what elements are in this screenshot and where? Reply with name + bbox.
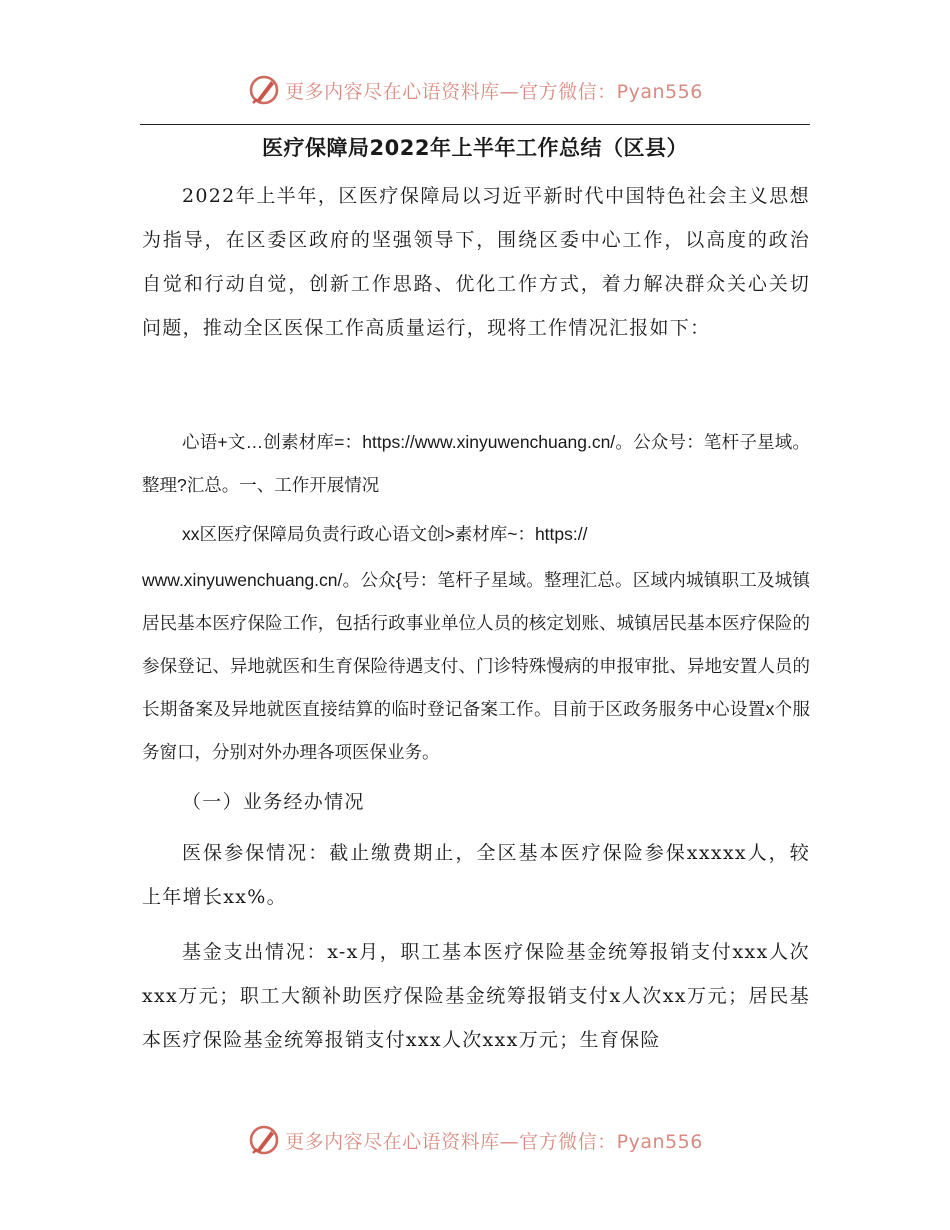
header-divider bbox=[140, 124, 810, 125]
paragraph-source-note: 心语+文…创素材库=：https://www.xinyuwenchuang.cn/。公众号：笔杆子星域。整理?汇总。一、工作开展情况 bbox=[142, 432, 810, 495]
footer-banner bbox=[0, 1118, 950, 1162]
paragraph-bureau-duties-line1: xx区医疗保障局负责行政心语文创>素材库~：https:// bbox=[182, 524, 588, 544]
intro-paragraph: 2022年上半年，区医疗保障局以习近平新时代中国特色社会主义思想为指导，在区委区政府的坚强领导下，围绕区委中心工作，以高度的政治自觉和行动自觉，创新工作思路、优化工作方式，着力解决群众关心关切问题，推动全区医保工作高质量运行，现将工作情况汇报如下： bbox=[142, 185, 810, 339]
footer-banner-text: 更多内容尽在心语资料库—官方微信：Pyan556 bbox=[285, 1130, 703, 1153]
document-title: 医疗保障局2022年上半年工作总结（区县） bbox=[262, 136, 688, 160]
header-banner-text: 更多内容尽在心语资料库—官方微信：Pyan556 bbox=[285, 80, 703, 103]
paragraph-bureau-duties: www.xinyuwenchuang.cn/。公众{号：笔杆子星域。整理汇总。区域内城镇职工及城镇居民基本医疗保险工作，包括行政事业单位人员的核定划账、城镇居民基本医疗保险的参保登记、异地就医和生育保险待遇支付、门诊特殊慢病的申报审批、异地安置人员的长期备案及异地就医直接结算的临时登记备案工作。目前于区政务服务中心设置x个服务窗口，分别对外办理各项医保业务。 bbox=[142, 570, 810, 762]
paragraph-fund-expenditure: 基金支出情况：x-x月，职工基本医疗保险基金统筹报销支付xxx人次xxx万元；职工大额补助医疗保险基金统筹报销支付x人次xx万元；居民基本医疗保险基金统筹报销支付xxx人次xxx万元；生育保险 bbox=[142, 941, 810, 1051]
feather-pen-logo-icon bbox=[247, 73, 281, 107]
header-banner bbox=[0, 68, 950, 112]
section-heading-business: （一）业务经办情况 bbox=[182, 791, 365, 813]
paragraph-enrollment: 医保参保情况：截止缴费期止，全区基本医疗保险参保xxxxx人，较上年增长xx%。 bbox=[142, 842, 810, 908]
feather-pen-logo-icon bbox=[247, 1123, 281, 1157]
